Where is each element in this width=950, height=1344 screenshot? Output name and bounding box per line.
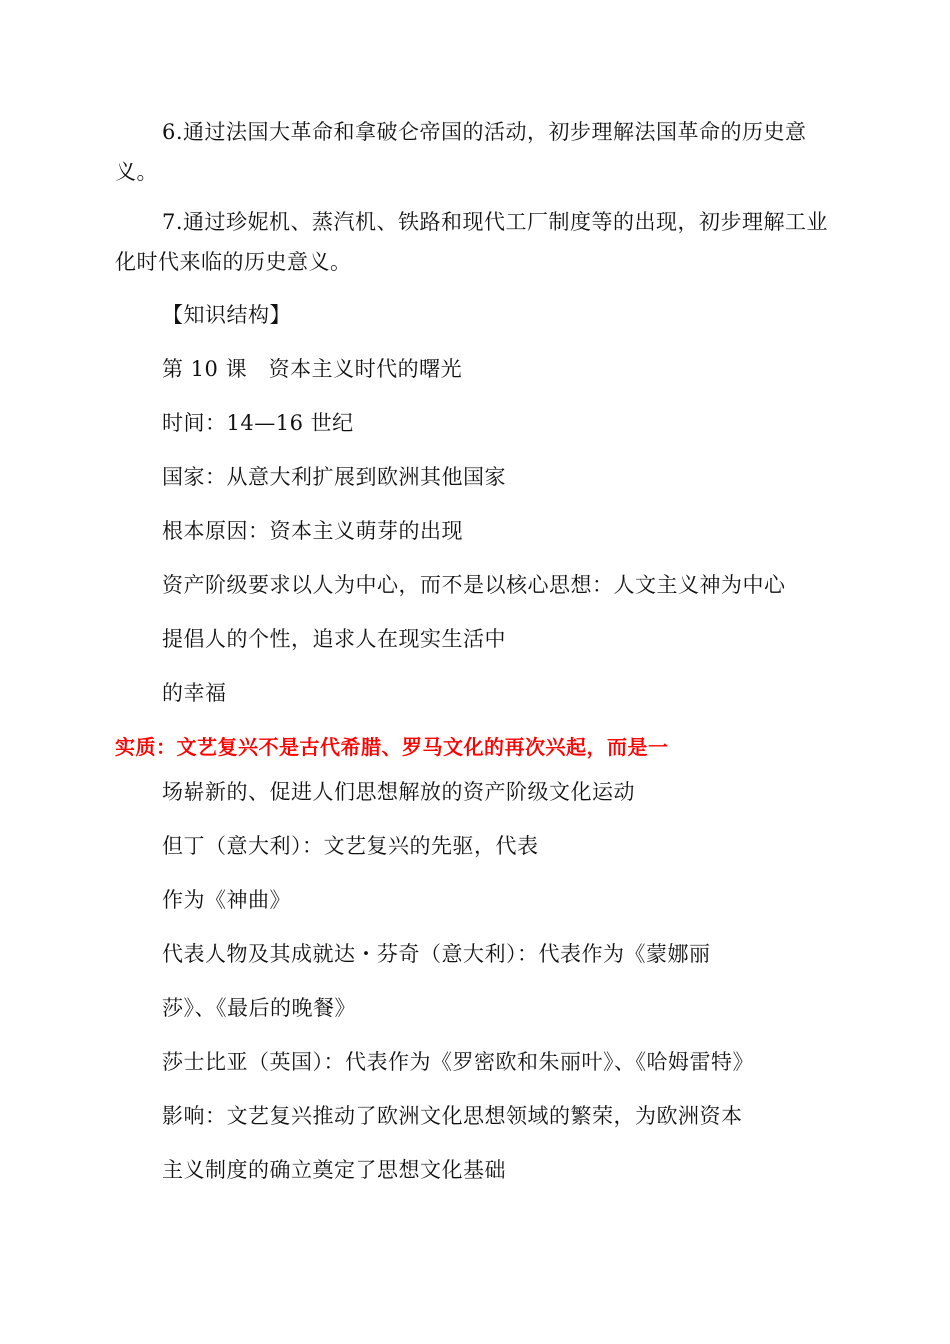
influence-continuation: 主义制度的确立奠定了思想文化基础 [162,1158,506,1182]
core-idea-line: 资产阶级要求以人为中心，而不是以核心思想：人文主义神为中心 [162,573,786,597]
time-line: 时间：14—16 世纪 [162,411,354,435]
davinci-work-line: 莎》、《最后的晚餐》 [162,996,356,1020]
shakespeare-line: 莎士比亚（英国）：代表作为《罗密欧和朱丽叶》、《哈姆雷特》 [162,1050,754,1074]
essence-continuation: 场崭新的、促进人们思想解放的资产阶级文化运动 [162,780,635,804]
happiness-line: 的幸福 [162,681,227,705]
objective-item-6: 6.通过法国大革命和拿破仑帝国的活动，初步理解法国革命的历史意义。 [115,120,807,184]
essence-red-line: 实质：文艺复兴不是古代希腊、罗马文化的再次兴起，而是一 [115,735,669,759]
root-cause-line: 根本原因：资本主义萌芽的出现 [162,519,463,543]
country-line: 国家：从意大利扩展到欧洲其他国家 [162,465,506,489]
dante-line: 但丁（意大利）：文艺复兴的先驱，代表 [162,834,539,858]
dante-work-line: 作为《神曲》 [162,888,291,912]
advocate-line: 提倡人的个性，追求人在现实生活中 [162,627,506,651]
section-heading: 【知识结构】 [162,303,291,327]
lesson-title: 第 10 课 资本主义时代的曙光 [162,357,463,381]
davinci-line: 代表人物及其成就达・芬奇（意大利）：代表作为《蒙娜丽 [162,942,711,966]
objective-item-7: 7.通过珍妮机、蒸汽机、铁路和现代工厂制度等的出现，初步理解工业化时代来临的历史意义。 [115,210,829,274]
influence-line: 影响：文艺复兴推动了欧洲文化思想领域的繁荣，为欧洲资本 [162,1104,743,1128]
